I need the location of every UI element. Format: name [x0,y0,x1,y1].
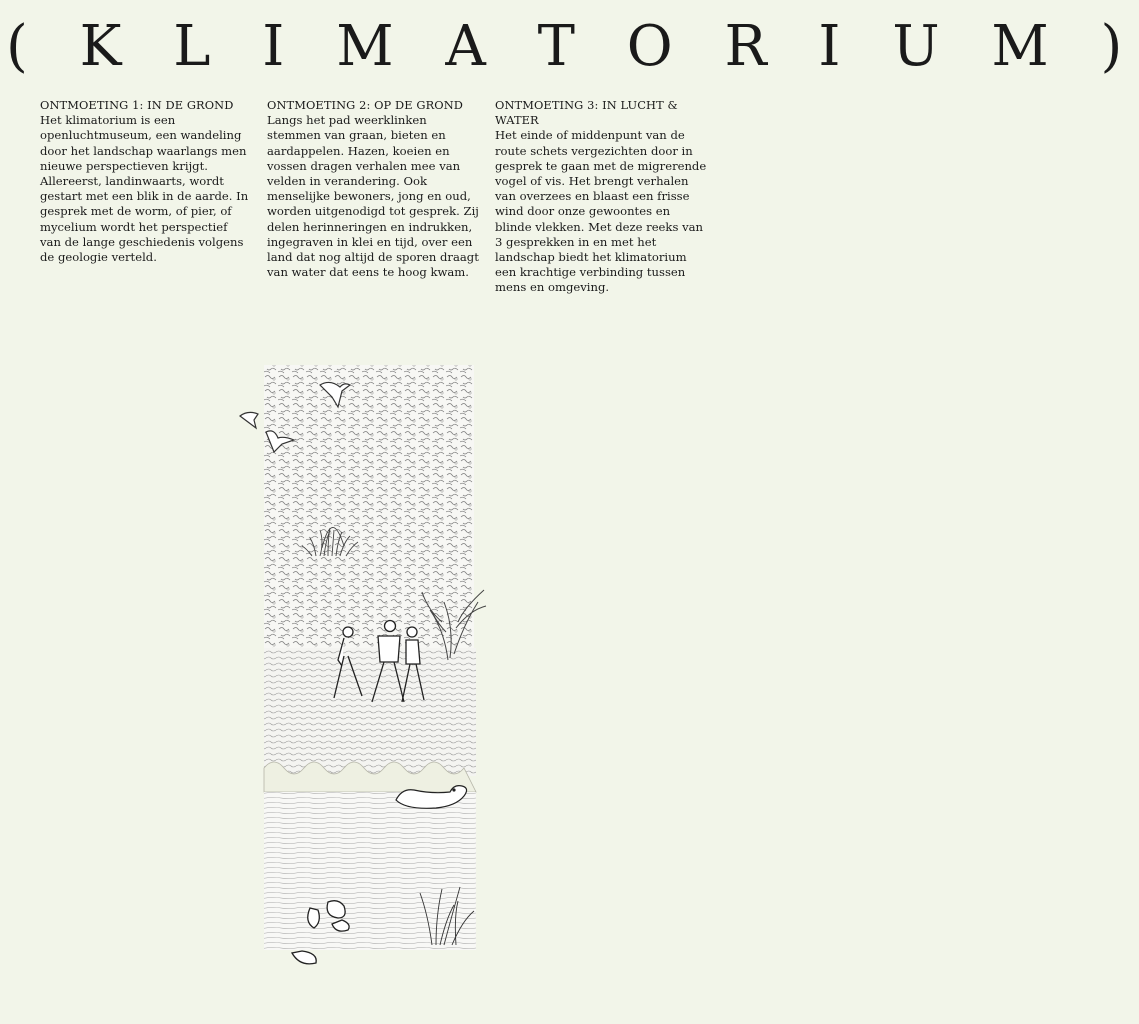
section-1-body: Het klimatorium is een openluchtmuseum, een wandeling door het landschap waarlangs men nieuwe perspectieven krijgt. Allereerst, landinwaarts, wordt gestart met een blik in de aarde. In gesprek met de worm, of pier, of mycelium wordt het perspectief van de lange geschiedenis volgens de geologie verteld. [40,113,249,265]
section-2-body: Langs het pad weerklinken stemmen van graan, bieten en aardappelen. Hazen, koeien en vossen dragen verhalen mee van velden in verandering. Ook menselijke bewoners, jong en oud, worden uitgenodigd tot gesprek. Zij delen herinneringen en indrukken, ingegraven in klei en tijd, over een land dat nog altijd de sporen draagt van water dat eens te hoog kwam. [267,113,479,280]
sky-and-trees-panel [264,365,474,650]
section-3 [495,98,707,296]
section-3-body: Het einde of middenpunt van de route schets vergezichten door in gesprek te gaan met de migrerende vogel of vis. Het brengt verhalen van overzees en blaast een frisse wind door onze gewoontes en blinde vlekken. Met deze reeks van 3 gesprekken in en met het landschap biedt het klimatorium een krachtige verbinding tussen mens en omgeving. [495,128,707,295]
illustration [236,360,506,975]
water-panel [264,792,476,950]
page-title: ( K L I M A T O R I U M ) [6,14,1139,79]
walkers-on-field-panel [264,648,476,776]
section-2-heading: ONTMOETING 2: OP DE GROND [267,98,464,112]
bird-icon [240,412,258,428]
section-1-heading: ONTMOETING 1: IN DE GROND [40,98,234,112]
section-1 [40,98,252,265]
section-2 [267,98,479,280]
section-3-heading: ONTMOETING 3: IN LUCHT & WATER [495,98,678,128]
